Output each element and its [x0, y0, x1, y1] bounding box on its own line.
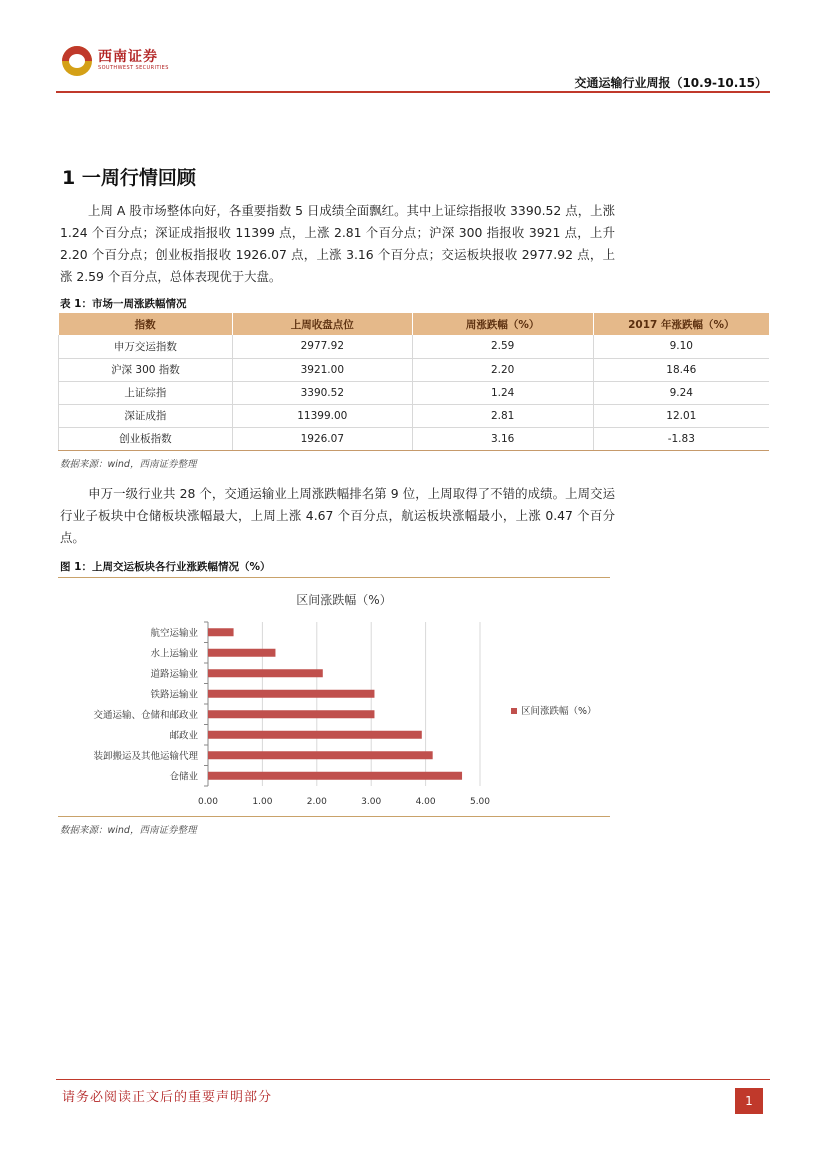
table-cell: 2.20	[412, 358, 593, 381]
company-logo	[62, 46, 169, 76]
table-cell: 创业板指数	[59, 427, 233, 450]
bar	[208, 690, 374, 698]
y-tick-label: 装卸搬运及其他运输代理	[93, 750, 198, 762]
report-title: 交通运输行业周报（10.9-10.15）	[574, 76, 767, 90]
table-row	[59, 427, 770, 450]
table-cell: 18.46	[593, 358, 769, 381]
table-source-note: 数据来源：wind，西南证券整理	[60, 459, 197, 470]
table-cell: 申万交运指数	[59, 335, 233, 358]
bar	[208, 669, 323, 677]
table-header-row	[59, 313, 770, 335]
table-row	[59, 404, 770, 427]
table-cell: 深证成指	[59, 404, 233, 427]
paragraph-industry-ranking	[60, 483, 615, 549]
chart-title: 区间涨跌幅（%）	[296, 593, 392, 607]
table-cell: 3390.52	[232, 381, 412, 404]
logo-cn-text: 西南证券	[98, 49, 158, 65]
table-cell: 上证综指	[59, 381, 233, 404]
table-cell: 12.01	[593, 404, 769, 427]
y-tick-label: 铁路运输业	[150, 689, 198, 701]
bar-chart	[58, 580, 610, 812]
paragraph-text: 申万一级行业共 28 个，交通运输业上周涨跌幅排名第 9 位，上周取得了不错的成绩。上周交运行业子板块中仓储板块涨幅最大，上周上涨 4.67 个百分点，航运板块涨幅最小，上涨 0.47 个百分点。	[60, 486, 615, 545]
x-tick-label: 3.00	[361, 797, 382, 807]
x-tick-label: 0.00	[197, 797, 219, 807]
bar	[208, 628, 234, 636]
bar	[208, 751, 433, 759]
figure-source-note: 数据来源：wind，西南证券整理	[60, 825, 197, 836]
table-cell: 3921.00	[232, 358, 412, 381]
y-tick-label: 仓储业	[169, 771, 198, 783]
column-header: 上周收盘点位	[232, 313, 412, 335]
x-tick-label: 1.00	[252, 797, 273, 807]
paragraph-market-review	[60, 200, 615, 288]
table-cell: 3.16	[412, 427, 593, 450]
logo-icon	[62, 46, 92, 76]
table-cell: -1.83	[593, 427, 769, 450]
table-bottom-rule	[58, 450, 769, 451]
table-cell: 2.81	[412, 404, 593, 427]
y-tick-label: 邮政业	[169, 730, 198, 742]
table-cell: 2977.92	[232, 335, 412, 358]
logo-en-text: SOUTHWEST SECURITIES	[98, 65, 169, 71]
header-divider	[56, 91, 770, 93]
table-row	[59, 335, 770, 358]
table-caption: 表 1：市场一周涨跌幅情况	[60, 298, 187, 310]
table-cell: 沪深 300 指数	[59, 358, 233, 381]
y-tick-label: 道路运输业	[150, 668, 198, 680]
figure-bottom-rule	[58, 816, 610, 817]
paragraph-text: 上周 A 股市场整体向好，各重要指数 5 日成绩全面飘红。其中上证综指报收 3390.52 点，上涨 1.24 个百分点；深证成指报收 11399 点，上涨 2.81 个百分点；沪深 300 指报收 3921 点，上升 2.20 个百分点；创业板指报收 1926.07 点，上涨 3.16 个百分点；交运板块报收 2977.92 点，上涨 2.59 个百分点，总体表现优于大盘。	[60, 203, 615, 284]
figure-top-rule	[58, 577, 610, 578]
bar	[208, 772, 462, 780]
y-tick-label: 水上运输业	[150, 648, 198, 660]
footer-divider	[56, 1079, 770, 1080]
section-title: 1 一周行情回顾	[62, 167, 196, 189]
column-header: 2017 年涨跌幅（%）	[593, 313, 769, 335]
table-row	[59, 381, 770, 404]
bar	[208, 649, 275, 657]
market-table	[58, 313, 769, 451]
table-cell: 11399.00	[232, 404, 412, 427]
column-header: 指数	[59, 313, 233, 335]
chart-svg	[58, 580, 610, 812]
table-cell: 1926.07	[232, 427, 412, 450]
footer-disclaimer: 请务必阅读正文后的重要声明部分	[62, 1090, 273, 1105]
x-tick-label: 5.00	[469, 797, 491, 807]
y-tick-label: 交通运输、仓储和邮政业	[93, 709, 198, 721]
figure-caption: 图 1：上周交运板块各行业涨跌幅情况（%）	[60, 561, 271, 573]
y-tick-label: 航空运输业	[150, 627, 198, 639]
x-tick-label: 4.00	[415, 797, 436, 807]
bar	[208, 710, 374, 718]
table-cell: 1.24	[412, 381, 593, 404]
x-tick-label: 2.00	[306, 797, 327, 807]
column-header: 周涨跌幅（%）	[412, 313, 593, 335]
page-header	[0, 0, 827, 100]
bar	[208, 731, 422, 739]
table-cell: 2.59	[412, 335, 593, 358]
legend-label: 区间涨跌幅（%）	[521, 706, 597, 717]
page-number: 1	[735, 1088, 763, 1114]
table-row	[59, 358, 770, 381]
legend-swatch	[511, 708, 517, 714]
table-cell: 9.10	[593, 335, 769, 358]
table-cell: 9.24	[593, 381, 769, 404]
